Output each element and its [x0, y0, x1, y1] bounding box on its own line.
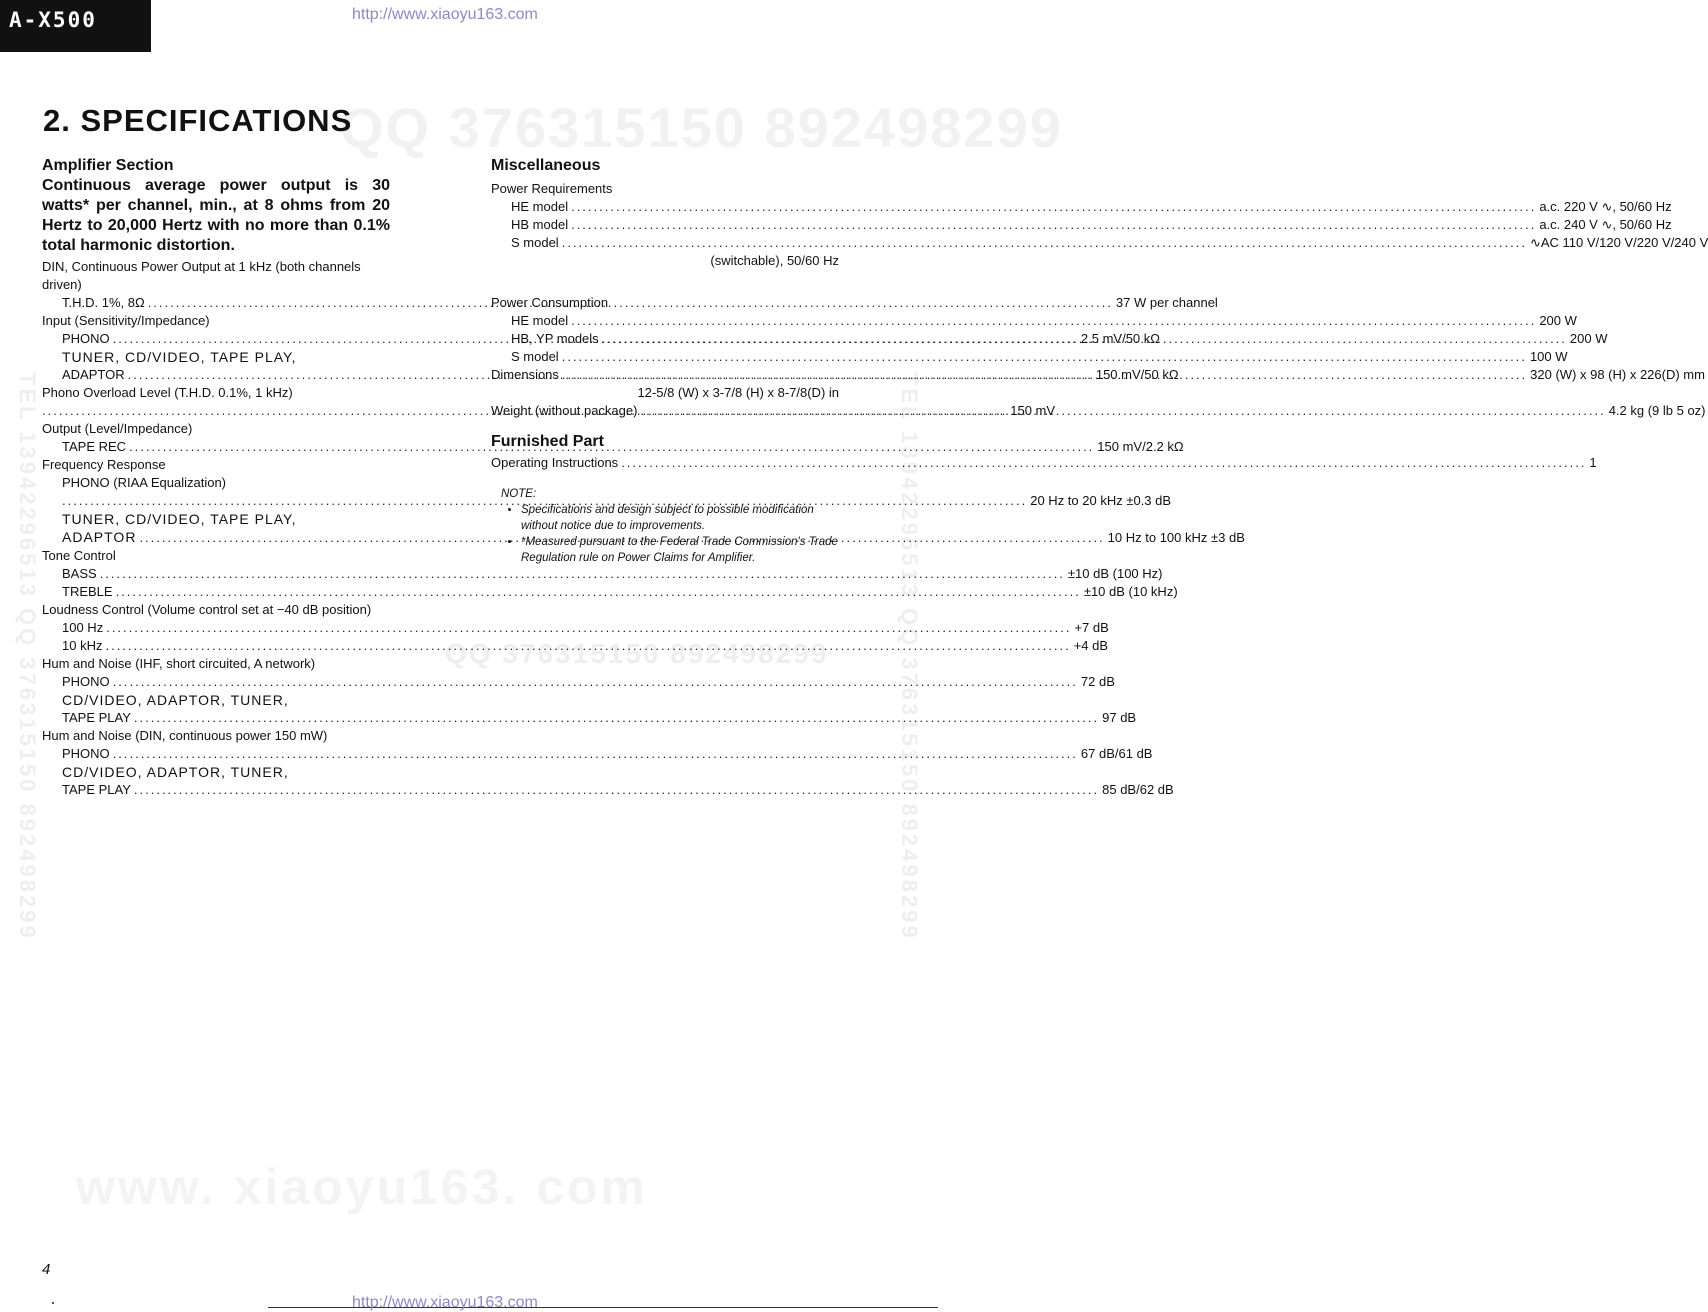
spec-row-freq-adaptor [42, 528, 1245, 547]
spec-value: ∿AC 110 V/120 V/220 V/240 V [1529, 235, 1708, 250]
spec-label: ADAPTOR [62, 367, 125, 382]
hum-din-label: Hum and Noise (DIN, continuous power 150 mW) [42, 728, 328, 743]
phono-overload-label: Phono Overload Level (T.H.D. 0.1%, 1 kHz) [42, 385, 293, 400]
loudness-label: Loudness Control (Volume control set at −40 dB position) [42, 602, 372, 617]
spec-row-hum-din-tape [42, 781, 1174, 799]
spec-value: 150 mV [1010, 403, 1056, 418]
spec-row-pc-he [491, 312, 1577, 330]
spec-label: PHONO [62, 746, 110, 761]
scan-speck [52, 1302, 54, 1304]
watermark-top: QQ 376315150 892498299 [340, 96, 1063, 159]
hum-ihf-cd-label: CD/VIDEO, ADAPTOR, TUNER, [62, 692, 289, 708]
spec-value: 150 mV/50 kΩ [1095, 367, 1179, 382]
leader-dots [602, 330, 1567, 348]
leader-dots [100, 565, 1065, 583]
spec-value: 2.5 mV/50 kΩ [1080, 331, 1160, 346]
spec-label: PHONO [62, 331, 110, 346]
leader-dots [134, 709, 1099, 727]
spec-label: TAPE PLAY [62, 782, 131, 797]
spec-label: HE model [511, 199, 569, 214]
spec-value: 4.2 kg (9 lb 5 oz) [1608, 403, 1706, 418]
spec-label: HB model [511, 217, 569, 232]
watermark-bottom: www. xiaoyu163. com [76, 1159, 649, 1215]
spec-value: 37 W per channel [1115, 295, 1218, 310]
leader-dots [621, 454, 1586, 472]
note-item: • Specifications and design subject to possible modification without notice due to improvements. [521, 502, 839, 534]
leader-dots [106, 619, 1071, 637]
leader-dots [562, 366, 1527, 384]
source-url-top: http://www.xiaoyu163.com [352, 6, 538, 23]
spec-row-operating-instructions [491, 454, 1597, 472]
spec-label: HB, YP models [511, 331, 599, 346]
spec-value: 200 W [1569, 331, 1608, 346]
spec-row-pc-s [491, 348, 1568, 366]
leader-dots [105, 637, 1070, 655]
spec-value: a.c. 240 V ∿, 50/60 Hz [1539, 217, 1672, 232]
spec-value: 10 Hz to 100 kHz ±3 dB [1107, 530, 1245, 545]
spec-label: Weight (without package) [491, 403, 638, 418]
spec-label: TAPE REC [62, 439, 127, 454]
spec-value: 85 dB/62 dB [1102, 782, 1174, 797]
frequency-response-label: Frequency Response [42, 457, 166, 472]
input-label: Input (Sensitivity/Impedance) [42, 313, 210, 328]
model-label: A-X500 [0, 0, 151, 52]
spec-value: 100 W [1529, 349, 1568, 364]
note-list [501, 502, 839, 566]
page-title: 2. SPECIFICATIONS [43, 103, 353, 138]
spec-label: S model [511, 235, 559, 250]
s-model-value-continued: (switchable), 50/60 Hz [710, 253, 839, 268]
spec-label: S model [511, 349, 559, 364]
leader-dots [571, 198, 1536, 216]
spec-label: 100 Hz [62, 620, 104, 635]
spec-row-hum-din-phono [42, 745, 1153, 763]
spec-label: HE model [511, 313, 569, 328]
spec-label: 10 kHz [62, 638, 103, 653]
amplifier-section-title: Amplifier Section [42, 157, 174, 174]
spec-label: Operating Instructions [491, 455, 619, 470]
freq-phono-label: PHONO (RIAA Equalization) [62, 475, 227, 490]
misc-section-title: Miscellaneous [491, 157, 601, 174]
spec-label: T.H.D. 1%, 8Ω [62, 295, 145, 310]
leader-dots [571, 216, 1536, 234]
notes [491, 486, 839, 566]
leader-dots [134, 781, 1099, 799]
power-requirements-label: Power Requirements [491, 181, 613, 196]
spec-label: TREBLE [62, 584, 113, 599]
spec-value: 72 dB [1080, 674, 1115, 689]
watermark-right-vertical: TEL 13942296513 QQ 376315150 892498299 [897, 372, 922, 941]
watermark-middle: QQ 376315150 892498299 [445, 638, 829, 669]
spec-row-he-model [491, 198, 1672, 216]
spec-label: TAPE PLAY [62, 710, 131, 725]
leader-dots [116, 583, 1081, 601]
spec-row-hum-ihf-phono [42, 673, 1115, 691]
spec-row-tone-treble [42, 583, 1178, 601]
din-label: DIN, Continuous Power Output at 1 kHz (both channels driven) [42, 259, 361, 292]
dimensions-value-inches: 12-5/8 (W) x 3-7/8 (H) x 8-7/8(D) in [637, 385, 839, 400]
spec-row-s-model [491, 234, 1708, 252]
watermark-left-vertical: TEL 13942296513 QQ 376315150 892498299 [15, 372, 40, 941]
leader-dots [113, 745, 1078, 763]
tone-control-label: Tone Control [42, 548, 116, 563]
power-consumption-label: Power Consumption [491, 295, 609, 310]
spec-value: +4 dB [1073, 638, 1109, 653]
spec-row-loudness-100hz [42, 619, 1109, 637]
note-item: • *Measured pursuant to the Federal Trade Commission's Trade Regulation rule on Power Claims for Amplifier. [521, 534, 839, 566]
spec-value: 67 dB/61 dB [1080, 746, 1153, 761]
spec-value: ±10 dB (100 Hz) [1067, 566, 1163, 581]
spec-row-hum-ihf-tape [42, 709, 1137, 727]
spec-value: 20 Hz to 20 kHz ±0.3 dB [1030, 493, 1172, 508]
spec-row-hb-model [491, 216, 1672, 234]
leader-dots [113, 673, 1078, 691]
leader-dots [562, 234, 1527, 252]
hum-ihf-label: Hum and Noise (IHF, short circuited, A network) [42, 656, 316, 671]
page-number: 4 [42, 1261, 51, 1278]
leader-dots [640, 402, 1605, 420]
freq-tuner-label: TUNER, CD/VIDEO, TAPE PLAY, [62, 511, 297, 527]
input-tuner-label: TUNER, CD/VIDEO, TAPE PLAY, [62, 349, 297, 365]
spec-value: 200 W [1539, 313, 1577, 328]
spec-value: 1 [1589, 455, 1597, 470]
output-label: Output (Level/Impedance) [42, 421, 193, 436]
amplifier-lead-statement: Continuous average power output is 30 watts* per channel, min., at 8 ohms from 20 Hertz to 20,000 Hertz with no more than 0.1% total harmonic distortion. [42, 177, 390, 254]
note-title: NOTE: [501, 488, 537, 500]
furnished-section-title: Furnished Part [491, 433, 604, 450]
spec-label: ADAPTOR [62, 529, 137, 545]
spec-value: 320 (W) x 98 (H) x 226(D) mm [1530, 367, 1705, 382]
source-url-bottom: http://www.xiaoyu163.com [352, 1294, 538, 1311]
hum-din-cd-label: CD/VIDEO, ADAPTOR, TUNER, [62, 764, 289, 780]
spec-value: 97 dB [1102, 710, 1137, 725]
spec-value: +7 dB [1074, 620, 1109, 635]
spec-label: Dimensions [491, 367, 559, 382]
spec-value: a.c. 220 V ∿, 50/60 Hz [1539, 199, 1672, 214]
spec-label: PHONO [62, 674, 110, 689]
spec-value: ±10 dB (10 kHz) [1083, 584, 1178, 599]
spec-row-tone-bass [42, 565, 1163, 583]
spec-value: 150 mV/2.2 kΩ [1097, 439, 1184, 454]
leader-dots [571, 312, 1536, 330]
spec-label: BASS [62, 566, 97, 581]
leader-dots [562, 348, 1527, 366]
